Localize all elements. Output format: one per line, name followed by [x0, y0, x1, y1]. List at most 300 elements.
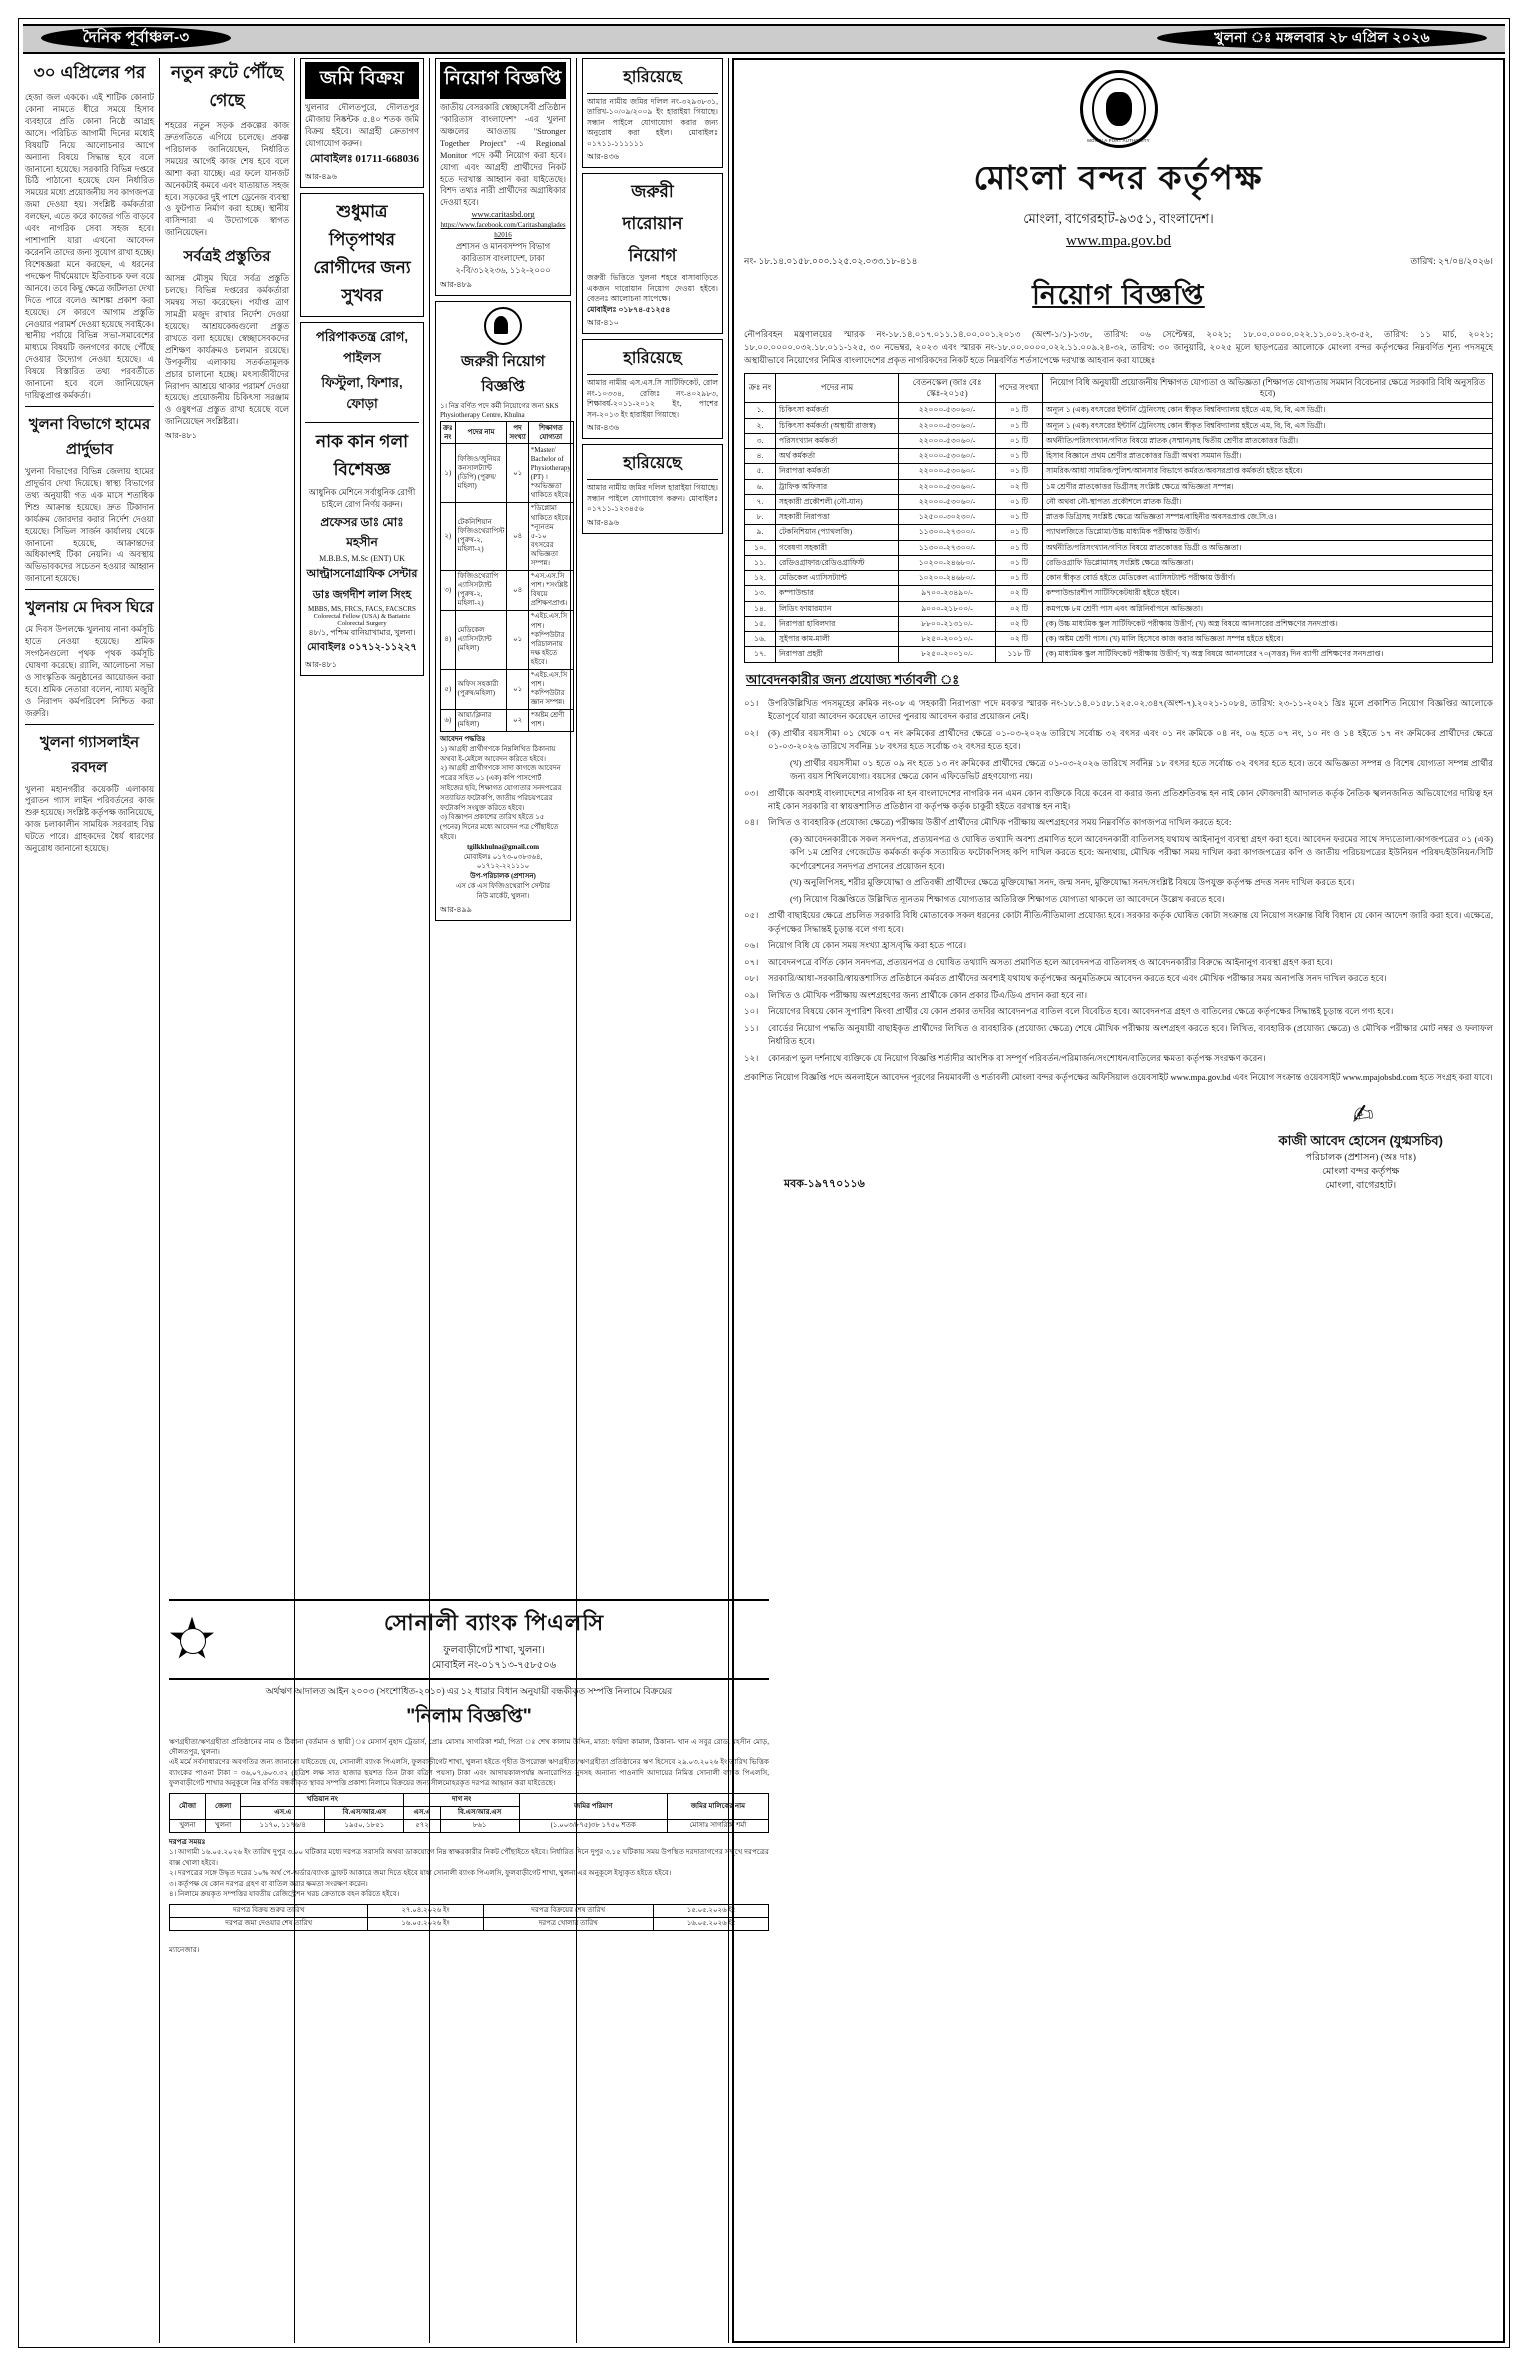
condition-text: (খ) অনুলিপিসহ, শরীর মুক্তিযোদ্ধা ও প্রতিবন্ধী প্রার্থীদের ক্ষেত্রে মুক্তিযোদ্ধা সনদ, জন্ম সনদ, মুক্তিযোদ্ধা সনদ/সংশ্লিষ্ট বিষয়ে উপযুক্ত কর্তৃপক্ষ প্রদত্ত সনদ দাখিল করতে হবে।: [790, 877, 1355, 888]
ad-ent-doctor-degree: M.B.B.S, M.Sc (ENT) UK: [319, 553, 405, 563]
sks-jobs-table: [440, 421, 574, 732]
mpa-cell-qualification: অন্যূন ১ (এক) বৎসরের ইন্টার্নি ট্রেনিংসহ কোন স্বীকৃত বিশ্ববিদ্যালয় হইতে এম, বি, বি, এস ডিগ্রী।: [1043, 403, 1493, 418]
mpa-cell-count: ০১ টি: [996, 540, 1043, 555]
table-row: [745, 403, 1493, 418]
condition-text: সরকারি/আধা-সরকারি/স্বায়ত্তশাসিত প্রতিষ্ঠানে কর্মরত প্রার্থীদের অবশ্যই যথাযথ কর্তৃপক্ষের অনুমতিক্রমে আবেদন করতে হবে এবং মৌখিক পরীক্ষার সময় অনাপত্তি সনদ দাখিল করতে হবে।: [768, 973, 1387, 984]
mpa-cell-post: গবেষণা সহকারী: [776, 540, 899, 555]
ad-caritas-body: জাতীয় বেসরকারি স্বেচ্ছাসেবী প্রতিষ্ঠান "কারিতাস বাংলাদেশ" -এর খুলনা অঞ্চলের আওতায় "Stronger Together Project" -এ Regional Monitor পদে কর্মী নিয়োগ করা হবে। যোগ্য এবং আগ্রহী প্রার্থীদের নিকট হতে দরখাস্ত আহ্বান করা যাইতেছে। বিশদ তথ্যঃ নারী প্রার্থীদের অগ্রাধিকার দেওয়া হবে।: [440, 103, 566, 208]
ad-land-sale-body: খুলনার দৌলতপুরে, দৌলতপুর মৌজায় নিষ্কন্টক ৫.৪০ শতক জমি বিক্রয় হইবে। আগ্রহী ক্রেতাগণ যোগাযোগ করুন।: [305, 103, 419, 148]
mpa-cell-post: টেকনিশিয়ান (প্যাথলজি): [776, 525, 899, 540]
bank-deadline-cell-0: দরপত্র বিক্রয় শুরুর তারিখ: [170, 1904, 368, 1917]
sks-cell-2: ০৪: [507, 570, 528, 610]
ad-ent-doctor2-name: ডাঃ জগদীশ লাল সিংহ: [312, 588, 412, 601]
sks-cell-3: *এইচ.এস.সি পাশ। *কম্পিউটার পরিচালনায় দক্ষ হইতে হইবে।: [528, 610, 573, 669]
sks-cell-3: *Master/ Bachelor of Physiotherapy (PT) । *অভিজ্ঞতা থাকিতে হইবে।: [528, 444, 573, 503]
ad-lost-3-body: আমার নামীয় জমির দলিল হারাইয়া গিয়াছে। সন্ধান পাইলে যোগাযোগ করুন। মোবাইলঃ ০১৭১১-১২৩৪৫৬: [587, 483, 718, 514]
mpa-cell-scale: ২২০০০-৫৩০৬০/-: [899, 479, 996, 494]
mpa-cell-scale: ১০২০০-২৪৬৮০/-: [899, 571, 996, 586]
ad-sks-title: জরুরী নিয়োগ বিজ্ঞপ্তি: [461, 352, 545, 395]
table-row: [745, 647, 1493, 662]
column-news-2: [163, 58, 291, 2343]
bank-cell-5: ৮৬১: [440, 1819, 519, 1832]
mpa-cell-qualification: কোন স্বীকৃত বোর্ড হইতে মেডিকেল এ্যাসিসট্যান্ট পরীক্ষায় উত্তীর্ণ।: [1043, 571, 1493, 586]
condition-number: ১১।: [744, 1022, 759, 1033]
table-row: [745, 510, 1493, 525]
col2-body: শহরের নতুন সড়ক প্রকল্পের কাজ দ্রুতগতিতে এগিয়ে চলেছে। প্রকল্প পরিচালক জানিয়েছেন, নির্ধারিত সময়ের আগেই কাজ শেষ হবে বলে আশা করা যাচ্ছে। এর ফলে যানজট অনেকটাই কমবে এবং যাতায়াত সহজ হবে। সড়কের দুই পাশে ড্রেনেজ ব্যবস্থা ও ফুটপাত নির্মাণ করা হচ্ছে। স্থানীয় বাসিন্দারা এ উদ্যোগকে স্বাগত জানিয়েছেন।: [165, 121, 289, 238]
mpa-cell-count: ০২ টি: [996, 586, 1043, 601]
mpa-cell-qualification: নৌ অথবা নৌ-স্থাপত্য প্রকৌশলে স্নাতক ডিগ্রী।: [1043, 494, 1493, 509]
mpa-cell-count: ০১ টি: [996, 510, 1043, 525]
condition-number: ০৮।: [744, 973, 759, 984]
bank-deadline-cell-2: দরপত্র বিক্রয়ের শেষ তারিখ: [483, 1904, 653, 1917]
table-row: [170, 1904, 769, 1917]
mpa-th-count: পদের সংখ্যা: [996, 373, 1043, 403]
mpa-footer-note: প্রকাশিত নিয়োগ বিজ্ঞপ্তি পদে অনলাইনে আবেদন পূরণের নিয়মাবলী ও শর্তাবলী মোংলা বন্দর কর্তৃপক্ষের অফিসিয়াল ওয়েবসাইট www.mpa.gov.bd এবং নিয়োগ সংক্রান্ত ওয়েবসাইট www.mpajobsbd.com হতে সংগ্রহ করা যাবে।: [744, 1072, 1493, 1083]
table-row: [745, 616, 1493, 631]
table-row: [441, 444, 574, 503]
mpa-cell-qualification: রেডিওগ্রাফি ডিপ্লোমাসহ সংশ্লিষ্ট ক্ষেত্রে অভিজ্ঞতা।: [1043, 555, 1493, 570]
news-heading-3: খুলনা গ্যাসলাইন রবদল: [39, 733, 140, 776]
ad-sks-address-3: নিউ মার্কেট, খুলনা।: [476, 891, 530, 900]
bank-deadline-cell-1: ২৭.০৪.২০২৬ ইং: [368, 1904, 483, 1917]
table-row: [745, 479, 1493, 494]
mpa-cell-sl: ২.: [745, 418, 776, 433]
ad-sks-apply-1: ১) আগ্রহী প্রার্থীগণকে নিম্নলিখিত ঠিকানায় অথবা ই-মেইলে আবেদন করিতে হইবে।: [440, 744, 556, 763]
sks-th-sl: ক্রঃ নং: [441, 422, 456, 444]
condition-number: [766, 833, 790, 873]
mpa-cell-qualification: অর্থনীতি/পরিসংখ্যান/গণিত বিষয়ে স্নাতকোত্তর ডিগ্রী ও অভিজ্ঞতা।: [1043, 540, 1493, 555]
mpa-cell-qualification: কম্পাউন্ডারশীপ সার্টিফিকেটধারী হইতে হইবে।: [1043, 586, 1493, 601]
ad-lost-3-title: হারিয়েছে: [587, 448, 718, 480]
mpa-cell-post: রেডিওগ্রাফার/রেডিওগ্রাফিস্ট: [776, 555, 899, 570]
ad-caritas-website-2[interactable]: https://www.facebook.com/Caritasbangladesh2016: [440, 221, 566, 240]
condition-number: ০৭।: [744, 956, 759, 967]
mpa-table-header-row: [745, 373, 1493, 403]
bank-body: এই মর্মে সর্বসাধারণের অবগতির জন্য জানানো যাইতেছে যে, সোনালী ব্যাংক পিএলসি, ফুলবাড়ীগেট শাখা, খুলনা হইতে গৃহীত উপরোক্ত ঋণগ্রহীতা/ঋণগ্রহীতা প্রতিষ্ঠানের ঋণ হিসেবে ২৯.০৩.২০২৬ ইং তারিখ ভিত্তিক ব্যাংকের পাওনা টাকা = ৩৬,০৭,৬০৩.৩২ (ছত্রিশ লক্ষ সাত হাজার ছয়শত তিন টাকা বত্রিশ পয়সা) টাকা এবং আদায়কালপর্যন্ত অনারোপিত সুদসহ অন্যান্য পাওনাদি আদায়ের নিমিত্ত সোনালী ব্যাংক পিএলসি, ফুলবাড়ীগেট শাখার অনুকূলে নিম্ন বর্ণিত বন্ধকীকৃত স্থাবর সম্পত্তি প্রকাশ্য নিলামে বিক্রয়ের জন্য সীলমোহরকৃত দরপত্র আহ্বান করা যাইতেছে।: [169, 1758, 769, 1788]
ad-ent-address: ৪৮/১, পশ্চিম বানিয়াখামার, খুলনা।: [308, 627, 416, 637]
condition-number: ০৬।: [744, 940, 759, 951]
mpa-th-qualification: নিয়োগ বিধি অনুযায়ী প্রয়োজনীয় শিক্ষাগত যোগ্যতা ও অভিজ্ঞতা (শিক্ষাগত যোগ্যতায় সমমান বিবেচনার ক্ষেত্রে সরকারি বিধি অনুসরিত হবে): [1043, 373, 1493, 403]
bank-time-head: দরপত্র সময়ঃ: [169, 1837, 206, 1846]
mpa-cell-post: সহকারী নিরাপত্তা: [776, 510, 899, 525]
divider: [169, 1678, 769, 1680]
ad-ent-center: আল্ট্রাসনোগ্রাফিক সেন্টার: [306, 567, 418, 580]
condition-item: [744, 1022, 1493, 1049]
mpa-cell-post: লিডিং ফায়ারম্যান: [776, 601, 899, 616]
bank-condition-item: ১। আগামী ১৬.০৫.২০২৬ ইং তারিখ দুপুর ৩.০০ ঘটিকার মধ্যে দরপত্র সরাসরি অথবা ডাকযোগে নিম্ন স্বাক্ষরকারীর নিকট পৌঁছাইতে হইবে। নির্ধারিত দিনে দুপুর ৩.১৫ ঘটিকায় সময় উপস্থিত দরদাতাগণের সম্মুখে দরপত্রের বাক্স খোলা হইবে।: [169, 1848, 769, 1867]
mpa-conditions-title: আবেদনকারীর জন্য প্রযোজ্য শর্তাবলী ঃ: [746, 671, 960, 687]
bank-condition-item: ৩। কর্তৃপক্ষ যে কোন দরপত্র গ্রহণ বা বাতিল করার ক্ষমতা সংরক্ষণ করেন।: [169, 1879, 368, 1888]
table-row: [441, 709, 574, 731]
condition-text: বোর্ডের নিয়োগ পদ্ধতি অনুযায়ী বাছাইকৃত প্রার্থীদের লিখিত ও ব্যবহারিক (প্রযোজ্য ক্ষেত্রে) শেষে মৌখিক পরীক্ষায় অংশগ্রহণ করতে হবে। লিখিত, ব্যবহারিক (প্রযোজ্য ক্ষেত্রে) ও মৌখিক পরীক্ষার মোট নম্বর ও ফলাফল নির্ধারিত হবে।: [768, 1022, 1493, 1047]
mpa-cell-post: কম্পাউন্ডার: [776, 586, 899, 601]
mpa-cell-count: ০২ টি: [996, 479, 1043, 494]
bank-cell-4: ৫৭২: [404, 1819, 440, 1832]
mpa-cell-qualification: (ক) অষ্টম শ্রেণী পাস। (খ) মালি হিসেবে কাজ করার অভিজ্ঞতা সম্পন্ন হইতে হইবে।: [1043, 632, 1493, 647]
mpa-cell-scale: ৯০০০-২১৮০০/-: [899, 601, 996, 616]
mpa-cell-count: ০২ টি: [996, 616, 1043, 631]
ad-lost-1-title: হারিয়েছে: [587, 62, 718, 94]
mpa-cell-count: ০১ টি: [996, 433, 1043, 448]
mpa-cell-sl: ১১.: [745, 555, 776, 570]
ad-lost-2-body: আমার নামীয় এস.এস.সি সার্টিফিকেট, রোল নং-১০৩৩৪, রেজিঃ নং-৪০২৯৮৩, শিক্ষাবর্ষ-২০১১-২০১২ ইং, পাশের সন-২০১৩ ইং হারাইয়া গিয়াছে।: [587, 378, 718, 419]
table-row: [745, 418, 1493, 433]
ad-lost-2-title: হারিয়েছে: [587, 343, 718, 375]
mpa-notice-title: নিয়োগ বিজ্ঞপ্তি: [1032, 280, 1205, 310]
condition-item: [744, 909, 1493, 936]
ad-guard-phone: মোবাইলঃ ০১৮৭৪-৫১২৫৪: [587, 304, 671, 314]
condition-item: [744, 972, 1493, 985]
table-row: [745, 540, 1493, 555]
ad-ent-phone: মোবাইলঃ ০১৭১২-১১২২৭: [307, 641, 417, 653]
logo-ring-label: MONGLA PORT AUTHORITY: [1087, 138, 1150, 143]
condition-item: [744, 787, 1493, 814]
sks-logo-icon: [484, 307, 522, 345]
mpa-website-link[interactable]: www.mpa.gov.bd: [1065, 233, 1172, 249]
column-mpa-notice: [732, 58, 1505, 2343]
sks-th-count: পদ সংখ্যা: [507, 422, 528, 444]
condition-item: [744, 697, 1493, 724]
mpa-signer-name: কাজী আবেদ হোসেন (যুগ্মসচিব): [1278, 1133, 1443, 1149]
mpa-cell-sl: ১.: [745, 403, 776, 418]
mpa-signature-block: [744, 1096, 1493, 1194]
mpa-jobs-table: [744, 373, 1493, 663]
sks-cell-2: ০১: [507, 444, 528, 503]
mpa-cell-sl: ১৫.: [745, 616, 776, 631]
ad-guard-title-2: দারোয়ান: [622, 214, 683, 234]
bank-cell-7: মোসাঃ সাগরিকা শর্মা: [667, 1819, 768, 1832]
table-row: [441, 502, 574, 570]
ad-lost-2: [582, 339, 723, 439]
divider: [169, 1599, 769, 1601]
condition-text: নিয়োগের বিষয়ে কোন সুপারিশ কিংবা প্রার্থীর যে কোন প্রকার তদবির আবেদনপত্র বাতিল বলে বিবেচিত হবে। আবেদনপত্র গ্রহণ ও বাতিলের ক্ষেত্রে কর্তৃপক্ষের সিদ্ধান্তই চূড়ান্ত বলে গণ্য হবে।: [768, 1006, 1394, 1017]
condition-number: ০৫।: [744, 910, 759, 921]
sks-th-post: পদের নাম: [455, 422, 507, 444]
mpa-org-name: মোংলা বন্দর কর্তৃপক্ষ: [973, 159, 1264, 196]
condition-number: [766, 757, 790, 784]
bank-deadline-cell-3: ১৫.০৫.২০২৬ ইং: [653, 1904, 768, 1917]
news-body-1: খুলনা বিভাগের বিভিন্ন জেলায় হামের প্রাদুর্ভাব দেখা দিয়েছে। স্বাস্থ্য বিভাগের তথ্য অনুযায়ী গত এক মাসে শতাধিক শিশু আক্রান্ত হয়েছে। দ্রুত টিকাদান কার্যক্রম জোরদার করার নির্দেশ দেওয়া হয়েছে। সিভিল সার্জন কার্যালয় থেকে জানানো হয়েছে, আক্রান্তদের অধিকাংশই টিকা নেয়নি। এ অবস্থায় অভিভাবকদের সচেতন হওয়ার আহ্বান জানানো হয়েছে।: [25, 466, 154, 584]
bank-header: [169, 1606, 769, 1673]
mpa-cell-qualification: হিসাব বিজ্ঞানে প্রথম শ্রেণীর স্নাতকোত্তর ডিগ্রী অথবা সমমান ডিগ্রী।: [1043, 449, 1493, 464]
condition-text: (খ) প্রার্থীর বয়সসীমা ০১ হতে ০৯ নং হতে ১৩ নং ক্রমিকের প্রার্থীদের ক্ষেত্রে ০১-০৩-২০২৬ তারিখে সর্বনিম্ন ১৮ বৎসর হতে সর্বোচ্চ ৩২ বৎসর হতে হবে। তবে অভিজ্ঞতা সম্পন্ন ও বিশেষ যোগ্যতা সম্পন্ন প্রার্থীর জন্য বয়স শিথিলযোগ্য। বয়সের ক্ষেত্রে কোন এফিডেভিট গ্রহণযোগ্য নয়।: [790, 757, 1493, 782]
ad-caritas-dept: প্রশাসন ও মানবসম্পদ বিভাগ: [455, 241, 551, 251]
ad-lost-2-ref: আর-৪৩৬: [587, 423, 619, 433]
bank-th-bs-2: বি.এস/আর.এস: [440, 1806, 519, 1819]
mpa-signer-org: মোংলা বন্দর কর্তৃপক্ষ: [1322, 1166, 1400, 1178]
bank-deadline-cell-2: দরপত্র খোলার তারিখ: [483, 1917, 653, 1930]
sks-cell-0: ৩): [441, 570, 456, 610]
ad-caritas-website-1[interactable]: www.caritasbd.org: [471, 210, 535, 220]
masthead-title-pill: দৈনিক পূর্বাঞ্চল-৩: [41, 27, 231, 49]
bank-cell-3: ১৯৫০, ১৮৫১: [325, 1819, 404, 1832]
ad-caritas-recruitment: [435, 58, 571, 296]
sks-cell-2: ০২: [507, 709, 528, 731]
table-row: [745, 449, 1493, 464]
ad-ent-doctor: [300, 322, 424, 676]
divider: [305, 422, 419, 423]
mpa-cell-post: নিরাপত্তা প্রহরী: [776, 647, 899, 662]
condition-item: [744, 956, 1493, 969]
col2-heading-2: সর্বত্রই প্রস্তুতির: [183, 248, 271, 266]
mpa-cell-scale: ৮২৫০-২০০১০/-: [899, 647, 996, 662]
mpa-cell-post: পরিসংখ্যান কর্মকর্তা: [776, 433, 899, 448]
mpa-cell-post: ট্রাফিক অফিসার: [776, 479, 899, 494]
table-row: [441, 669, 574, 709]
mpa-cell-qualification: কমপক্ষে ৮ম শ্রেণী পাস এবং অগ্নিনির্বাপনে অভিজ্ঞতা।: [1043, 601, 1493, 616]
condition-number: [766, 893, 790, 906]
ad-ent-title-3: নাক কান গলা বিশেষজ্ঞ: [315, 431, 409, 479]
table-row: [170, 1819, 769, 1832]
ad-sks-ref: আর-৪৯৯: [440, 904, 472, 914]
mpa-cell-sl: ৬.: [745, 479, 776, 494]
sks-cell-1: মেডিকেল এ্যাসিসট্যান্ট (মহিলা): [455, 610, 507, 669]
column-divider: [576, 58, 577, 2343]
mpa-cell-sl: ১৩.: [745, 586, 776, 601]
mpa-cell-sl: ১৬.: [745, 632, 776, 647]
ad-ent-ref: আর-৪৮১: [305, 659, 337, 669]
condition-item: [744, 816, 1493, 829]
lead-body: হেজা জল এককে। এই শাটিক কোনাট কোনা নামতে ধীরে সময়ে হিসাব ব্যবহারে প্রতি কোনা নিষ্ঠে আগ্রহ আসে। পরিচিত আগামী দিনের মধ্যেই বিষয়টি নিয়ে আলোচনার আগে অন্যান্য বিষয়ে সিদ্ধান্ত হবে বলে জানানো হয়েছে। সরকারি বিভিন্ন দপ্তরে চিঠি পাঠানো হয়েছে যেন নির্ধারিত সময়ের মধ্যে প্রয়োজনীয় সব কাগজপত্র জমা দেওয়া হয়। সংশ্লিষ্ট কর্মকর্তারা বলছেন, এতে করে কাজের গতি বাড়বে এবং নাগরিক সেবা সহজ হবে। পাশাপাশি যারা এখনো আবেদন করেননি তাদের জন্য সুযোগ রাখা হচ্ছে। বিশেষজ্ঞরা মনে করছেন, এ ধরনের পদক্ষেপ দীর্ঘমেয়াদে ইতিবাচক ফল বয়ে আনবে। তবে কিছু ক্ষেত্রে জটিলতা দেখা দিতে পারে বলেও আশঙ্কা প্রকাশ করা হয়েছে। সে কারণে আগাম প্রস্তুতি নেওয়ার পরামর্শ দেওয়া হয়েছে সবাইকে। স্থানীয় পর্যায়ে বিভিন্ন সভা-সমাবেশের মাধ্যমে বিষয়টি জনগণের কাছে পৌঁছে দেওয়ার উদ্যোগ নেওয়া হয়েছে। এ বিষয়ে বিস্তারিত তথ্য পরবর্তীতে জানানো হবে বলে জানিয়েছেন দায়িত্বপ্রাপ্ত কর্মকর্তা।: [25, 93, 154, 401]
mpa-cell-scale: ১১৩০০-২৭৩০০/-: [899, 525, 996, 540]
ad-ent-title-1: পরিপাকতন্ত্র রোগ, পাইলস: [315, 328, 409, 365]
bank-th-dag: দাগ নং: [404, 1793, 519, 1806]
bank-table-header-row-1: [170, 1793, 769, 1806]
mpa-cell-scale: ১১৩০০-২৭৩০০/-: [899, 540, 996, 555]
mpa-cell-scale: ১২৫০০-৩০২৩০/-: [899, 510, 996, 525]
mpa-cell-qualification: (ক) মাধ্যমিক স্কুল সার্টিফিকেট পরীক্ষায় উত্তীর্ণ; খ) অস্ত্র বিষয়ে আনসারের ৭০(সত্তর) দিন ব্যাপী প্রশিক্ষণের সনদপ্রাপ্ত।: [1043, 647, 1493, 662]
bank-cell-0: খুলনা: [170, 1819, 206, 1832]
sks-cell-2: ০১: [507, 610, 528, 669]
sks-cell-0: ২): [441, 502, 456, 570]
mpa-cell-sl: ১২.: [745, 571, 776, 586]
bank-th-sa-1: এস.এ: [241, 1806, 325, 1819]
mpa-signer-info: [1279, 1096, 1493, 1194]
mpa-cell-post: চিকিৎসা কর্মকর্তা: [776, 403, 899, 418]
condition-item: [744, 1005, 1493, 1018]
table-row: [745, 601, 1493, 616]
mpa-cell-count: ০১ টি: [996, 418, 1043, 433]
lead-headline: ৩০ এপ্রিলের পর: [33, 63, 146, 82]
condition-item: [744, 727, 1493, 754]
condition-number: ০৩।: [744, 787, 759, 798]
sks-th-qual: শিক্ষাগত যোগ্যতা: [528, 422, 573, 444]
sks-cell-1: ফিজিওথেরাপি এ্যাসিসট্যান্ট (পুরুষ-২, মহিলা-২): [455, 570, 507, 610]
mpa-cell-qualification: স্নাতক ডিগ্রিসহ সংশ্লিষ্ট ক্ষেত্রে অভিজ্ঞতা সম্পন্ন/বাহিনীর অবসরপ্রাপ্ত জে.সি.ও।: [1043, 510, 1493, 525]
mpa-cell-scale: ২২০০০-৫৩০৬০/-: [899, 494, 996, 509]
ad-lost-3: [582, 444, 723, 533]
sks-cell-3: *ডিপ্লোমা থাকিতে হইবে। *ন্যূনতম ৫-১০ বৎসরের অভিজ্ঞতা সম্পন্ন।: [528, 502, 573, 570]
ad-land-sale-phone: মোবাইলঃ 01711-668036: [309, 152, 419, 165]
masthead-date-pill: খুলনা ঃ মঙ্গলবার ২৮ এপ্রিল ২০২৬: [1157, 27, 1487, 49]
ad-guard-ref: আর-৪১০: [587, 318, 619, 328]
condition-item: [766, 876, 1493, 889]
mpa-cell-sl: ৪.: [745, 449, 776, 464]
bank-deadline-cell-0: দরপত্র জমা দেওয়ার শেষ তারিখ: [170, 1917, 368, 1930]
mpa-cell-post: নিরাপত্তা হাবিলদার: [776, 616, 899, 631]
bank-name: সোনালী ব্যাংক পিএলসি: [383, 1610, 605, 1635]
ad-sks-address-1: উপ-পরিচালক (প্রশাসন): [470, 872, 536, 881]
mpa-cell-count: ১১৮ টি: [996, 647, 1043, 662]
news-heading-2: খুলনায় মে দিবস ঘিরে: [25, 599, 154, 617]
ad-caritas-title: নিয়োগ বিজ্ঞপ্তি: [440, 62, 566, 99]
ad-sks-apply-3: ৩) বিজ্ঞাপন প্রকাশের তারিখ হইতে ১৫ (পনের) দিনের মধ্যে আবেদন পত্র পৌঁছাইতে হইবে।: [440, 813, 559, 842]
mpa-signer-title: পরিচালক (প্রশাসন) (অঃ দাঃ): [1305, 1151, 1416, 1163]
divider: [25, 724, 154, 725]
page-content: [23, 58, 1505, 2343]
sks-table-header-row: [441, 422, 574, 444]
mpa-cell-sl: ১০.: [745, 540, 776, 555]
condition-number: ১২।: [744, 1052, 759, 1063]
bank-branch: ফুলবাড়ীগেট শাখা, খুলনা।: [443, 1645, 545, 1656]
bank-condition-item: ৪। নিলামে ক্রয়কৃত সম্পত্তির যাবতীয় রেজিস্ট্রেশন খরচ ক্রেতাকে বহন করিতে হইবে।: [169, 1890, 400, 1899]
ad-guard-title-1: জরুরী: [631, 182, 674, 202]
newspaper-page: [18, 18, 1510, 2348]
ad-stone-note: [300, 193, 424, 317]
ad-ent-doctor2-degree: MBBS, MS, FRCS, FACS, FACSCRS: [308, 604, 416, 613]
condition-item: [766, 833, 1493, 873]
table-row: [745, 464, 1493, 479]
bank-deadline-table: [169, 1904, 769, 1931]
mpa-cell-qualification: অর্থনীতি/পরিসংখ্যান/গণিত বিষয়ে স্নাতক (সম্মান)সহ দ্বিতীয় শ্রেণীর স্নাতকোত্তর ডিগ্রী।: [1043, 433, 1493, 448]
ad-caritas-address: ২-বি/৩১২২৩৬, ১১২-২০০০: [455, 265, 551, 275]
bank-th-bs-1: বি.এস/আর.এস: [325, 1806, 404, 1819]
mpa-cell-scale: ২২০০০-৫৩০৬০/-: [899, 464, 996, 479]
mpa-cell-post: সহকারী প্রকৌশলী (নৌ-যান): [776, 494, 899, 509]
bank-th-area: জমির পরিমাণ: [519, 1793, 667, 1819]
mpa-cell-count: ০১ টি: [996, 494, 1043, 509]
column-ads-3: [580, 58, 725, 2343]
condition-number: [766, 876, 790, 889]
ad-sks-recruitment: [435, 301, 571, 921]
ad-lost-1: [582, 58, 723, 168]
mpa-cell-scale: ২২০০০-৫৩০৬০/-: [899, 418, 996, 433]
mpa-memo-no: নং- ১৮.১৪.০১৫৮.০০০.১২৫.০২.০৩৩.১৮-৪১৪: [744, 256, 918, 266]
ad-land-sale-ref: আর-৪৯৬: [305, 171, 337, 181]
condition-text: (ক) প্রার্থীর বয়সসীমা ০১ থেকে ০৭ নং ক্রমিকের প্রার্থীদের ক্ষেত্রে ০১-০৩-২০২৬ তারিখে সর্বোচ্চ ৩২ বৎসর এবং ০১ নং ক্রমিকে ০৪ নং, ০৬ হতে ০৭ নং, ১০ নং ও ১৪ হইতে ১৭ নং ক্রমিকের প্রার্থীদের ক্ষেত্রে ০১-০৩-২০২৬ তারিখে সর্বনিম্ন ১৮ বৎসর হতে সর্বোচ্চ ৩২ বৎসর হতে হবে।: [768, 727, 1493, 752]
condition-text: লিখিত ও ব্যবহারিক (প্রযোজ্য ক্ষেত্রে) পরীক্ষায় উত্তীর্ণ প্রার্থীদের মৌখিক পরীক্ষায় অংশগ্রহণের সময় নিম্নবর্ণিত কাগজপত্র দাখিল করতে হবে:: [768, 817, 1232, 828]
ad-sks-email[interactable]: tgilkkhulna@gmail.com: [466, 842, 540, 851]
column-divider: [728, 58, 729, 2343]
ad-ent-title-2: ফিস্টুলা, ফিশার, ফোড়া: [321, 374, 403, 411]
bank-header-text: [219, 1606, 769, 1673]
mpa-cell-sl: ১৭.: [745, 647, 776, 662]
bank-deadline-cell-3: ১৬.০৫.২০২৬ ইং: [653, 1917, 768, 1930]
table-row: [441, 570, 574, 610]
bank-condition-item: ২। দরপত্রের সঙ্গে উদ্ধৃত দরের ১০% অর্থ পে-অর্ডার/ব্যাংক ড্রাফট আকারে জমা দিতে হইবে যাহা সোনালী ব্যাংক পিএলসি, ফুলবাড়ীগেট শাখা, খুলনা এর অনুকূলে ইস্যুকৃত হইতে হইবে।: [169, 1869, 672, 1878]
mpa-cell-scale: ৮২৫০-২০০১০/-: [899, 632, 996, 647]
condition-text: প্রার্থীকে অবশ্যই বাংলাদেশের নাগরিক না হন বাংলাদেশের নাগরিক নন এমন কোন ব্যক্তিকে বিয়ে করেন বা করার জন্য প্রতিশ্রুতিবদ্ধ হন নাই কোন ফৌজদারী আদালত কর্তৃক নৈতিক স্খলনজনিত অভিযোগের দায়িত্ব হন নাই কোন সরকারি বা স্বায়ত্তশাসিত প্রতিষ্ঠান বা কর্তৃপক্ষ কর্তৃক চাকুরী হইতে বরখাস্ত হন নাই।: [768, 787, 1493, 811]
bank-th-owner: জমির মালিকের নাম: [667, 1793, 768, 1819]
mpa-intro-paragraph: নৌপরিবহন মন্ত্রণালয়ের স্মারক নং-১৮.১৪.০১৭.০১১.১৪.০০.০০১.২০১৩ (অংশ-১/১)-১৩৮, তারিখ: ০৬ সেপ্টেম্বর, ২০২১; ১৮.০০.০০০০.০২২.১১.০০১.২৩-৫২, তারিখ: ১১ মার্চ, ২০২১; ১৮.০০.০০০০.০৩২.১৮.০১১-১২৫, ৩০ নভেম্বর, ২০২৩ এবং স্মারক নং-১৮.০০.০০০০.০২২.১১.০০৯.২৪-৩২, তারিখ: ৩০ জানুয়ারি, ২০২৫ মূলে ছাড়পত্রের আলোকে মোংলা বন্দর কর্তৃপক্ষের নিম্নবর্ণিত শূন্য পদসমূহে অস্থায়ীভাবে নিয়োগের নিমিত্ত বাংলাদেশের প্রকৃত নাগরিকদের নিকট হতে নিম্নবর্ণিত শর্তসাপেক্ষে দরখাস্ত আহবান করা যাচ্ছেঃ: [744, 329, 1493, 365]
condition-item: [744, 1052, 1493, 1065]
bank-deadline-cell-1: ১৬.০৫.২০২৬ ইং: [368, 1917, 483, 1930]
mpa-cell-count: ০১ টি: [996, 571, 1043, 586]
ad-security-guard: [582, 173, 723, 334]
condition-number: ০১।: [744, 697, 759, 708]
mpa-cell-qualification: (ক) উচ্চ মাধ্যমিক স্কুল সার্টিফিকেট পরীক্ষায় উত্তীর্ণ; (খ) অস্ত্র বিষয়ে আনসারের প্রশিক্ষণের সনদপ্রাপ্ত।: [1043, 616, 1493, 631]
condition-item: [744, 939, 1493, 952]
bank-property-table: [169, 1793, 769, 1833]
mpa-cell-scale: ২২০০০-৫৩০৬০/-: [899, 403, 996, 418]
ad-sks-intro: ১। নিম্ন বর্ণিত পদে কর্মী নিয়োগের জন্য SKS Physiotherapy Centre, Khulna: [440, 401, 559, 420]
mpa-cell-sl: ১৪.: [745, 601, 776, 616]
news-heading-1: খুলনা বিভাগে হামের প্রার্দুভাব: [28, 415, 151, 458]
bank-th-sa-2: এস.এ: [404, 1806, 440, 1819]
ad-caritas-ref: আর-৪৮৯: [440, 279, 472, 289]
ad-stone-note-text: শুধুমাত্র পিতৃপাথর রোগীদের জন্য সুখবর: [313, 201, 411, 305]
ad-lost-1-body: আমার নামীয় জমির দলিল নং-৩২৯৩৮৩১, তারিখ-১০/০৯/২০০৯ ইং হারাইয়া গিয়াছে। সন্ধান পাইলে যোগাযোগ করার জন্য অনুরোধ করা হইল। মোবাইলঃ ০১৭১১-১১১১১১: [587, 97, 718, 148]
signature-icon: ✍: [1349, 1098, 1373, 1132]
mpa-address: মোংলা, বাগেরহাট-৯৩৫১, বাংলাদেশ।: [1023, 211, 1214, 226]
divider: [25, 589, 154, 590]
mpa-cell-scale: ৮৮০০-২১৩১০/-: [899, 616, 996, 631]
sks-cell-3: *অষ্টম শ্রেণী পাশ।: [528, 709, 573, 731]
condition-number: ০২।: [744, 727, 759, 738]
ad-sks-apply-head: আবেদন পদ্ধতিঃ: [440, 735, 486, 744]
ad-sks-apply-2: ২) আগ্রহী প্রার্থীগণকে সাদা কাগজে আবেদন পত্রের সহিত ০১ (এক) কপি পাসপোর্ট সাইজের ছবি, শিক্ষাগত যোগ্যতার সনদপত্রের সত্যায়িত ফটোকপি, জাতীয় পরিচয়পত্রের ফটোকপি সংযুক্ত করিতে হইবে।: [440, 764, 562, 812]
mpa-signer-place: মোংলা, বাগেরহাট।: [1325, 1180, 1397, 1192]
table-row: [745, 632, 1493, 647]
bank-conditions-list: [169, 1847, 769, 1899]
condition-item: [744, 989, 1493, 1002]
mpa-cell-post: সুইপার কাম-মালী: [776, 632, 899, 647]
mpa-cell-count: ০১ টি: [996, 449, 1043, 464]
ad-sks-phone: মোবাইলঃ ০১৭৩-০৩৮৩৬৪, ০১৭১২-২২১১১০: [463, 852, 543, 871]
bank-signature: ম্যানেজার।: [169, 1945, 200, 1954]
mpa-cell-post: নিরাপত্তা কর্মকর্তা: [776, 464, 899, 479]
column-news-left: [23, 58, 156, 2343]
mpa-cell-qualification: সামরিক/আধা সামরিক/পুলিশ/আনসার বিভাগে কর্মরত/অবসরপ্রাপ্ত কর্মকর্তা হইতে হইবে।: [1043, 464, 1493, 479]
condition-text: উপরিউল্লিখিত পদসমূহের ক্রমিক নং-০৮ এ 'সহকারী নিরাপত্তা' পদে মবক'র স্মারক নং-১৮.১৪.০১৫৮.১২৫.০২.৩৪৭(অংশ-৭).২০২১-১০৮৪, তারিখ: ২৩-১১-২০২১ খ্রিঃ মূলে প্রকাশিত নিয়োগ বিজ্ঞপ্তির আলোকে ইতোপূর্বে যারা আবেদন করেছেন তাদের পুনরায় আবেদন করার প্রয়োজন নেই।: [768, 697, 1493, 722]
mpa-cell-count: ০১ টি: [996, 464, 1043, 479]
mpa-cell-count: ০১ টি: [996, 403, 1043, 418]
ad-caritas-org: কারিতাস বাংলাদেশ, ঢাকা: [461, 253, 545, 263]
mpa-cell-post: মেডিকেল এ্যাসিসট্যান্ট: [776, 571, 899, 586]
ad-guard-body: জরুরী ভিত্তিতে খুলনা শহরে বাসাবাড়িতে একজন দারোয়ান নিয়োগ দেওয়া হইবে। বেতনঃ আলোচনা সাপেক্ষে।: [587, 273, 718, 304]
bank-law-line: অর্থঋণ আদালত আইন ২০০৩ (সংশোধিত-২০১০) এর ১২ ধারার বিধান অনুযায়ী বন্ধকীকৃত সম্পত্তি নিলামে বিক্রয়ের: [265, 1686, 673, 1696]
ad-land-sale-title: জমি বিক্রয়: [305, 62, 419, 99]
mpa-cell-scale: ২২০০০-৫৩০৬০/-: [899, 449, 996, 464]
bank-cell-1: খুলনা: [206, 1819, 241, 1832]
mpa-mobok-number: মবক-১৯৭৭০১১৬: [784, 1177, 865, 1190]
table-row: [745, 494, 1493, 509]
column-divider: [429, 58, 430, 2343]
table-row: [441, 610, 574, 669]
news-body-2: মে দিবস উপলক্ষে খুলনায় নানা কর্মসূচি হাতে নেওয়া হয়েছে। শ্রমিক সংগঠনগুলো পৃথক পৃথক কর্মসূচি ঘোষণা করেছে। র‍্যালি, আলোচনা সভা ও সাংস্কৃতিক অনুষ্ঠানের আয়োজন করা হবে। শ্রমিক নেতারা বলেন, ন্যায্য মজুরি ও নিরাপদ কর্মপরিবেশ নিশ্চিত করা জরুরি।: [25, 625, 154, 718]
mpa-cell-sl: ৮.: [745, 510, 776, 525]
condition-text: (ক) আবেদনকারীকে সকল সনদপত্র, প্রত্যয়নপত্র ও ঘোষিত তথ্যাদি অবশ্য প্রমাণিত হলে আবেদনকারী বাতিলসহ যথাযথ আইনানুগ ব্যবস্থা গ্রহণ করা হবে। আবেদন ফরমের সাথে সদ্যতোলা/কাগজপত্রের ০১ (এক) কপি ১ম শ্রেণির গেজেটেড কর্মকর্তা কর্তৃক সত্যায়িত ফটোকপিসহ কপি দাখিল করতে হবে: অন্যথায়, মৌখিক পরীক্ষা সময় দাখিল করা কাগজপত্রের কপি ও জাতীয় পরিচয়পত্রের ইউনিয়ন পরিষদ/ইউনিয়ন/সিটি কর্পোরেশনের সনদপত্র প্রদানের প্রয়োজন হবে।: [790, 833, 1493, 871]
column-ads-1: [298, 58, 426, 2343]
sks-cell-1: ফিজিও/জুনিয়র কনসালট্যান্ট (ডিপি) (পুরুষ/মহিলা): [455, 444, 507, 503]
mpa-cell-post: অর্থ কর্মকর্তা: [776, 449, 899, 464]
ad-ent-doctor2-degree3: Colorectal Fellow (USA) & Bariatric Colorectal Surgery: [313, 612, 411, 627]
sks-cell-3: *এস.এস.সি পাশ। *সংশ্লিষ্ট বিষয়ে প্রশিক্ষণপ্রাপ্ত।: [528, 570, 573, 610]
sks-cell-3: *এইচ.এস.সি পাশ। *কম্পিউটার জ্ঞান সম্পন্ন।: [528, 669, 573, 709]
sks-cell-0: ৪): [441, 610, 456, 669]
mpa-cell-count: ০১ টি: [996, 525, 1043, 540]
mpa-cell-sl: ৯.: [745, 525, 776, 540]
sonali-bank-logo-icon: [169, 1617, 215, 1663]
ad-land-sale: [300, 58, 424, 188]
table-row: [745, 571, 1493, 586]
mpa-cell-count: ০১ টি: [996, 555, 1043, 570]
condition-text: লিখিত ও মৌখিক পরীক্ষায় অংশগ্রহণের জন্য প্রার্থীকে কোন প্রকার টিএ/ডিএ প্রদান করা হবে না।: [768, 989, 1088, 1000]
masthead: [23, 24, 1505, 54]
divider: [25, 406, 154, 407]
ship-glyph-icon: [1106, 92, 1132, 126]
sks-cell-2: ০১: [507, 669, 528, 709]
